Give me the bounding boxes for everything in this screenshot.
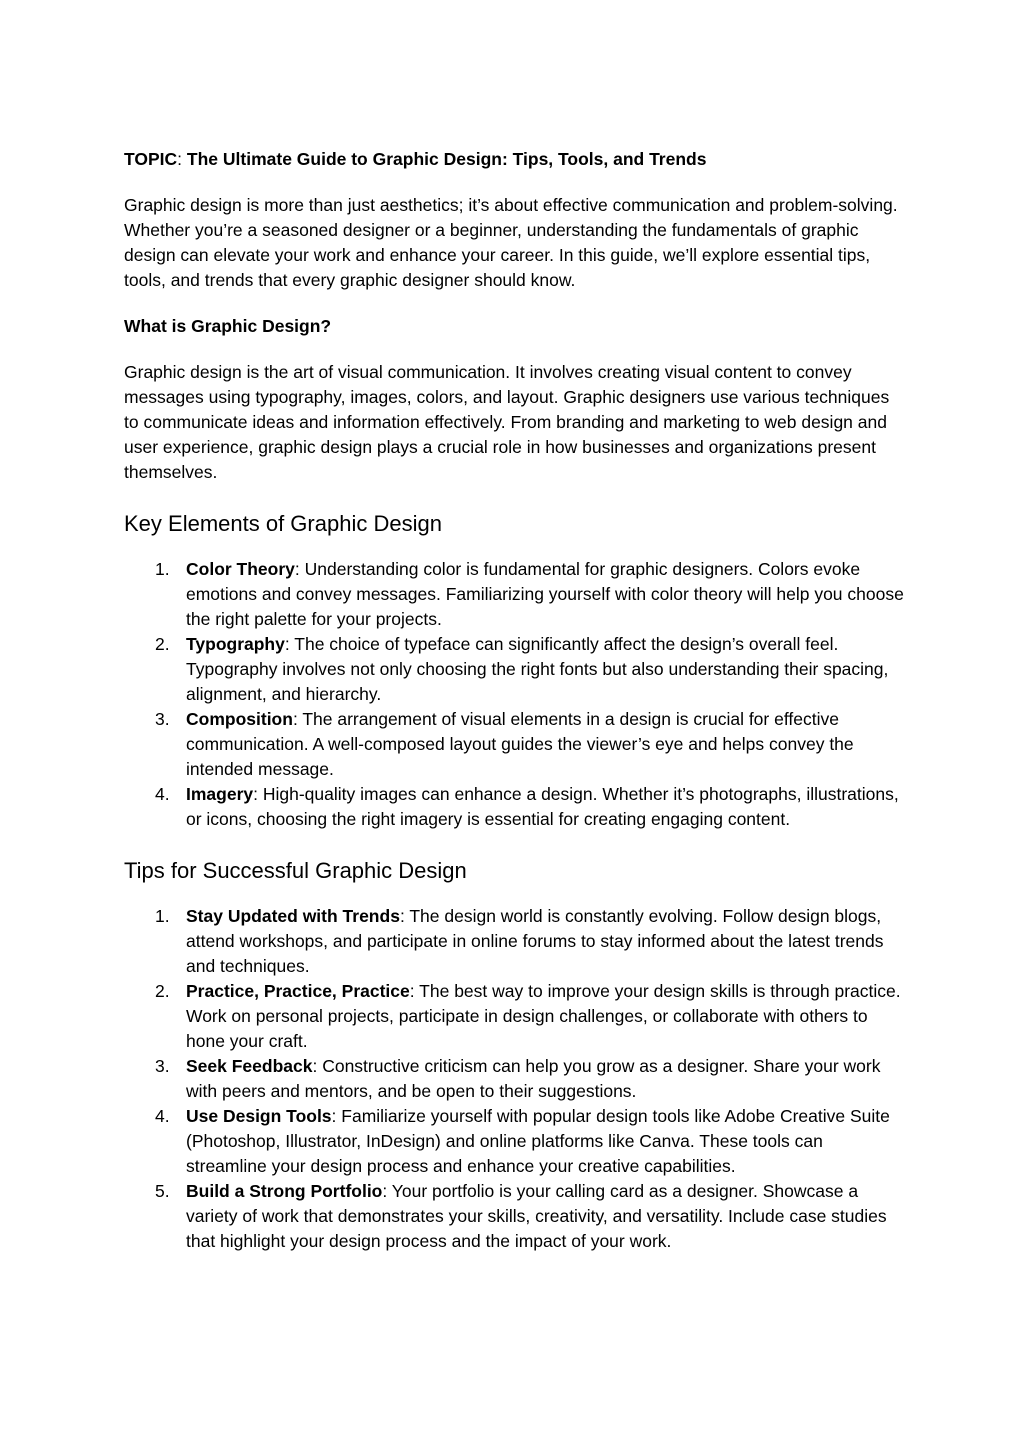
list-text: : Your portfolio is your calling card as a designer. Showcase a variety of work that demonstrates your skills, creativity, and versatility. Include case studies that highlight your design process and the impact of your work. [186,1181,887,1251]
list-term: Seek Feedback [186,1056,313,1076]
what-is-heading: What is Graphic Design? [124,316,332,336]
key-elements-list [124,557,904,832]
list-text: : Familiarize yourself with popular design tools like Adobe Creative Suite (Photoshop, Illustrator, InDesign) and online platforms like Canva. These tools can streamline your design process and enhance your creative capabilities. [186,1106,890,1176]
tips-heading: Tips for Successful Graphic Design [124,858,467,883]
list-number: 3. [155,1056,170,1076]
document-page [124,147,904,1277]
list-term: Imagery [186,784,254,804]
list-number: 1. [155,906,170,926]
list-term: Build a Strong Portfolio [186,1181,383,1201]
key-elements-heading: Key Elements of Graphic Design [124,511,442,536]
list-item [124,979,904,1054]
what-is-paragraph: Graphic design is the art of visual communication. It involves creating visual content to convey messages using typography, images, colors, and layout. Graphic designers use various techniques to communicate ideas and information effectively. From branding and marketing to web design and user experience, graphic design plays a crucial role in how businesses and organizations present themselves. [124,362,890,482]
list-item [124,782,904,832]
topic-label: TOPIC [124,149,178,169]
list-term: Composition [186,709,293,729]
list-item [124,1054,904,1104]
list-number: 5. [155,1181,170,1201]
list-item [124,1104,904,1179]
list-item [124,632,904,707]
list-term: Color Theory [186,559,295,579]
list-text: : The design world is constantly evolving. Follow design blogs, attend workshops, and participate in online forums to stay informed about the latest trends and techniques. [186,906,884,976]
intro-paragraph: Graphic design is more than just aesthetics; it’s about effective communication and problem-solving. Whether you’re a seasoned designer or a beginner, understanding the fundamentals of graphic design can elevate your work and enhance your career. In this guide, we’ll explore essential tips, tools, and trends that every graphic designer should know. [124,195,898,290]
list-item [124,707,904,782]
topic-line [124,147,904,172]
list-text: : The best way to improve your design skills is through practice. Work on personal projects, participate in design challenges, or collaborate with others to hone your craft. [186,981,901,1051]
list-item [124,904,904,979]
list-number: 3. [155,709,170,729]
list-term: Stay Updated with Trends [186,906,400,926]
list-number: 1. [155,559,170,579]
list-term: Use Design Tools [186,1106,332,1126]
list-number: 2. [155,634,170,654]
list-term: Typography [186,634,285,654]
list-text: : High-quality images can enhance a design. Whether it’s photographs, illustrations, or icons, choosing the right imagery is essential for creating engaging content. [186,784,899,829]
list-text: : The arrangement of visual elements in a design is crucial for effective communication. A well-composed layout guides the viewer’s eye and helps convey the intended message. [186,709,854,779]
tips-list [124,904,904,1254]
list-item [124,557,904,632]
list-text: : Constructive criticism can help you grow as a designer. Share your work with peers and mentors, and be open to their suggestions. [186,1056,881,1101]
list-number: 2. [155,981,170,1001]
topic-separator: : [177,149,187,169]
list-text: : Understanding color is fundamental for graphic designers. Colors evoke emotions and convey messages. Familiarizing yourself with color theory will help you choose the right palette for your projects. [186,559,904,629]
list-term: Practice, Practice, Practice [186,981,410,1001]
list-number: 4. [155,784,170,804]
list-number: 4. [155,1106,170,1126]
topic-title: The Ultimate Guide to Graphic Design: Tips, Tools, and Trends [186,149,707,169]
list-item [124,1179,904,1254]
list-text: : The choice of typeface can significantly affect the design’s overall feel. Typography involves not only choosing the right fonts but also understanding their spacing, alignment, and hierarchy. [186,634,889,704]
